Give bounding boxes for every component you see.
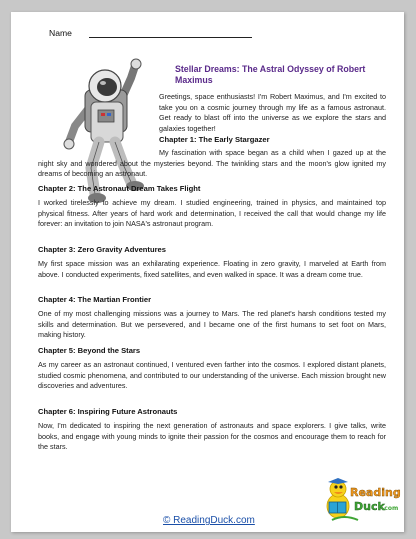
logo-word-duck: Duck: [354, 500, 385, 513]
reading-duck-link[interactable]: © ReadingDuck.com: [163, 515, 255, 526]
logo-word-reading: Reading: [350, 486, 401, 499]
chapter-4-heading: Chapter 4: The Martian Frontier: [38, 295, 152, 304]
reading-duck-logo: [324, 474, 401, 526]
chapter-3-text: My first space mission was an exhilarating experience. Floating in zero gravity, I marveled at Earth from above. I conducted experiments, fixed satellites, and even walked in space. It was a dream come true.: [38, 259, 386, 279]
chapter-5-heading: Chapter 5: Beyond the Stars: [38, 346, 141, 355]
chapter-2-heading: Chapter 2: The Astronaut Dream Takes Flight: [38, 184, 201, 193]
chapter-6-text: Now, I'm dedicated to inspiring the next generation of astronauts and space explorers. I give talks, write books, and engage with young minds to ignite their passion for the cosmos and encourage them to reach for the stars.: [38, 421, 386, 452]
chapter-1-heading: Chapter 1: The Early Stargazer: [159, 135, 270, 144]
chapter-1-text: My fascination with space began as a child when I gazed up at the night sky and wondered about the mysteries beyond. The twinkling stars and the moon's glow ignited my dreams of becoming an astronaut.: [38, 148, 386, 179]
chapter-6-heading: Chapter 6: Inspiring Future Astronauts: [38, 407, 178, 416]
name-blank-line: [89, 37, 252, 38]
worksheet-page: [11, 12, 404, 532]
chapter-2-text: I worked tirelessly to achieve my dream. I studied engineering, trained in physics, and maintained top physical fitness. After years of hard work and determination, I received the call that would change my life forever: an invitation to join NASA's astronaut program.: [38, 198, 386, 229]
name-label: Name: [49, 28, 72, 38]
intro-paragraph: Greetings, space enthusiasts! I'm Robert Maximus, and I'm excited to take you on a cosmic journey through my life as a famous astronaut. Get ready to blast off into the universe as we explore the stars and galaxies together!: [159, 92, 386, 133]
logo-suffix: .com: [382, 505, 399, 512]
chapter-4-text: One of my most challenging missions was a journey to Mars. The red planet's harsh conditions tested my skills and determination. But we persevered, and I became one of the first humans to set foot on Mars, making history.: [38, 309, 386, 340]
story-title: Stellar Dreams: The Astral Odyssey of Robert Maximus: [175, 64, 366, 85]
chapter-3-heading: Chapter 3: Zero Gravity Adventures: [38, 245, 167, 254]
chapter-5-text: As my career as an astronaut continued, I ventured even farther into the cosmos. I explored distant planets, studied cosmic phenomena, and contributed to our understanding of the universe. Each mission brought new discoveries and adventures.: [38, 360, 386, 391]
